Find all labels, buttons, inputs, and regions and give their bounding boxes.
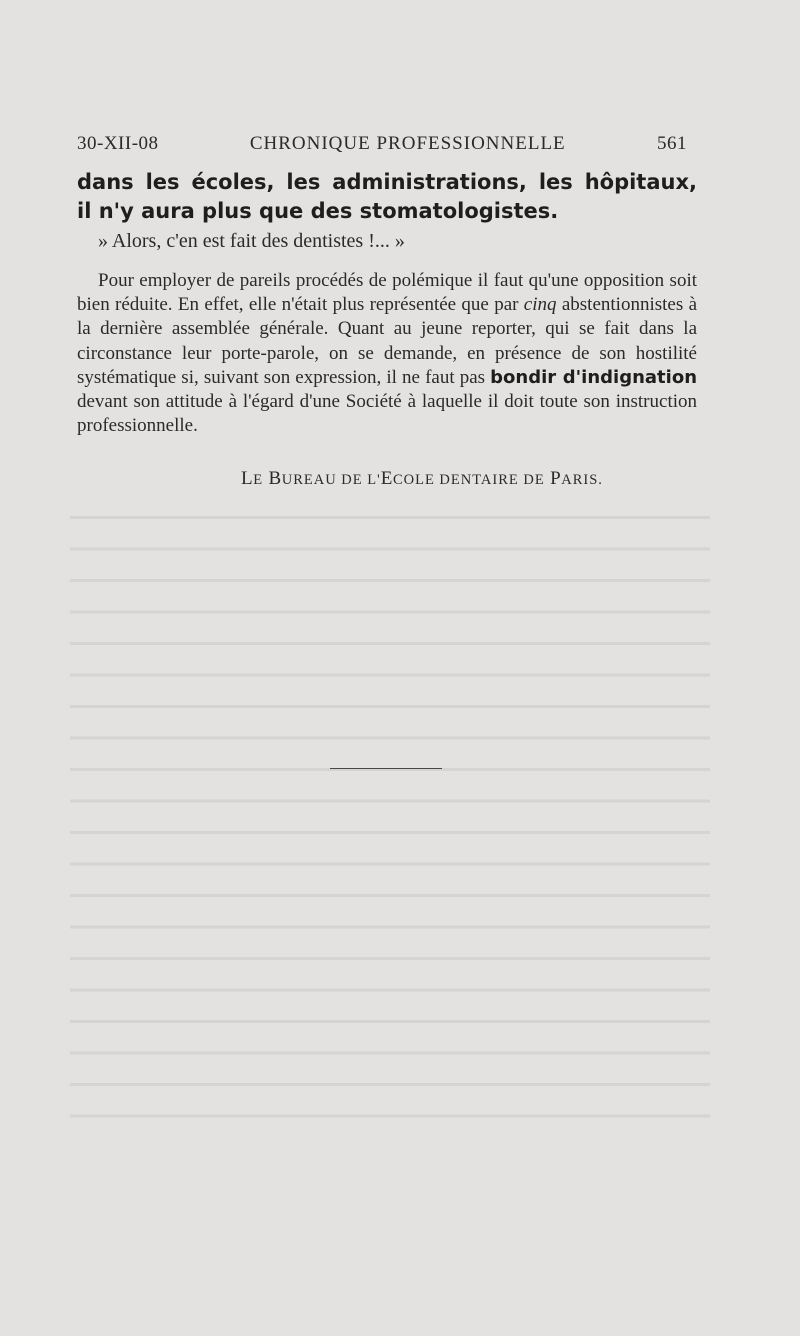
sig-rest-3: COLE DENTAIRE DE xyxy=(392,472,545,488)
sig-rest-4: ARIS. xyxy=(561,472,603,488)
header-date: 30-XII-08 xyxy=(77,133,159,154)
quote-closing-line: » Alors, c'en est fait des dentistes !... » xyxy=(98,230,405,252)
paragraph-text-3: devant son attitude à l'égard d'une Société à laquelle il doit toute son instruction professionnelle. xyxy=(77,391,697,437)
paragraph-bold: bondir d'indignation xyxy=(490,366,698,388)
bold-line-1: dans les écoles, les administrations, les hôpitaux, xyxy=(77,170,697,194)
signature xyxy=(241,467,603,492)
sig-cap-4: P xyxy=(550,468,562,489)
bold-quote-block xyxy=(77,168,697,226)
sig-rest-1: E xyxy=(253,472,264,488)
section-divider xyxy=(330,768,442,769)
bleed-through-texture xyxy=(70,500,710,1140)
running-header xyxy=(77,133,687,155)
page-number: 561 xyxy=(656,133,687,154)
sig-rest-2: UREAU DE L' xyxy=(281,472,381,488)
bold-line-2: il n'y aura plus que des stomatologistes. xyxy=(77,199,559,223)
paragraph-text-2: abstentionnistes à la dernière assemblée générale. Quant au jeune reporter, qui se fait dans la circonstance leur porte-parole, on se demande, en présence de son hostilité systématique si, suivant son expression, il ne faut pas xyxy=(77,294,697,388)
header-title: CHRONIQUE PROFESSIONNELLE xyxy=(249,133,566,154)
paragraph-italic: cinq xyxy=(523,294,557,316)
paragraph-text-1: Pour employer de pareils procédés de polémique il faut qu'une opposition soit bien réduite. En effet, elle n'était plus représentée que par xyxy=(77,270,697,316)
sig-cap-2: B xyxy=(268,468,282,489)
sig-cap-1: L xyxy=(241,468,254,489)
body-paragraph xyxy=(77,269,697,438)
sig-cap-3: E xyxy=(380,468,393,489)
